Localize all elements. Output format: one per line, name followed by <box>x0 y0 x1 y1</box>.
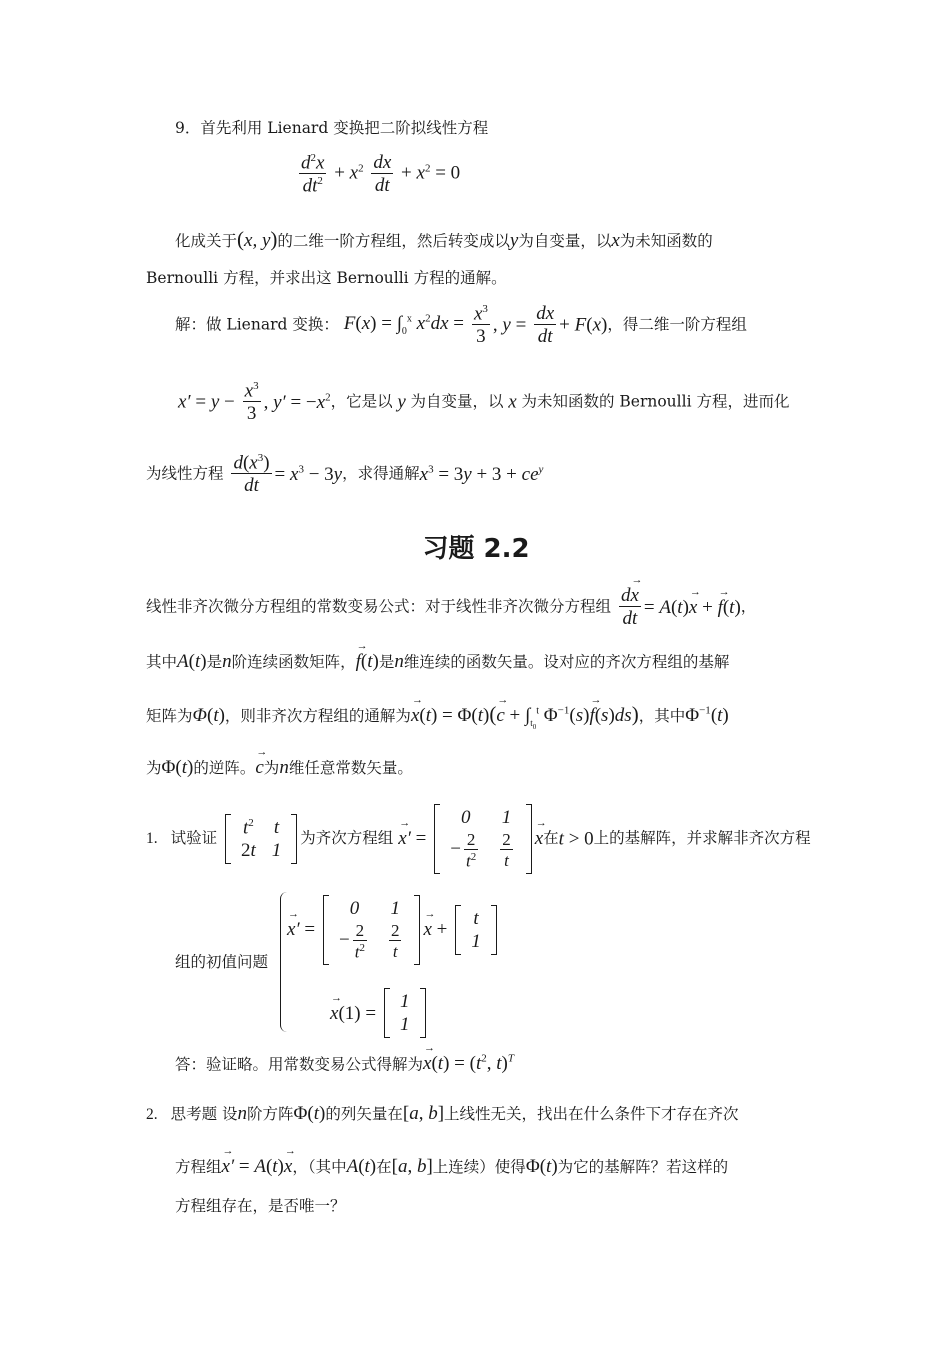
exercise-1-ivp-label: 组的初值问题 <box>175 953 269 971</box>
problem-9-lead: 9．首先利用 Lienard 变换把二阶拟线性方程 <box>175 119 489 137</box>
exercise-1-ivp-equation: → x′ = 0 1 − $\frac{2}{t^2}$ $\frac{2}{t}$ → x + t 1 <box>287 895 500 965</box>
problem-9-solution: 解：做 Lienard 变换： $F(x) = \int_0^x$ $x^2dx$ = $\frac{x^3}{3}$ , y = $\frac{dx}{dt}$ + F(x)，得二维一阶方程组 <box>175 303 747 348</box>
formula-intro-line3: 矩阵为Φ(t)，则非齐次方程组的通解为→ $x(t) = \Phi(t)(\to c + \int_{t_0}^t$ $\Phi^{-1}(s)\to f(s)ds$)，其中$\Phi^{-1}(t)$ <box>146 704 729 731</box>
exercise-2-line3: 方程组存在，是否唯一？ <box>175 1197 346 1215</box>
exercise-1-line1: 1. 试验证 $t^2$ t 2t 1 为齐次方程组 → x′ = 0 1 − $\frac{2}{t^2}$ $\frac{2}{t}$ → x在t > 0上的基解阵，并求解非齐次方程 <box>146 804 811 874</box>
formula-intro-line1: 线性非齐次微分方程组的常数变易公式：对于线性非齐次微分方程组 $\frac{d\to x}{dt}$ = A(t)→ x + → f(t)， <box>146 586 756 628</box>
problem-9-text-line2: Bernoulli 方程，并求出这 Bernoulli 方程的通解。 <box>146 269 507 287</box>
coefficient-matrix: 0 1 − $\frac{2}{t^2}$ $\frac{2}{t}$ <box>434 804 531 874</box>
formula-intro-line2: 其中A(t)是n阶连续函数矩阵，→ f(t)是n维连续的函数矢量。设对应的齐次方程组的基解 <box>146 652 729 671</box>
problem-9-text-line1: 化成关于(x, y)的二维一阶方程组，然后转变成以y为自变量，以x为未知函数的 <box>175 227 713 251</box>
equation-lienard-original: $\frac{d^2x}{dt^2}$ + $x^2$ $\frac{dx}{dt}$ + $x^2 = 0$ <box>301 152 461 197</box>
exercise-2-line1: 2. 思考题 设n阶方阵Φ(t)的列矢量在[a, b]上线性无关，找出在什么条件下才存在齐次 <box>146 1103 739 1124</box>
formula-intro-line4: 为Φ(t)的逆阵。→ c为n维任意常数矢量。 <box>146 758 413 777</box>
forcing-vector: t 1 <box>455 905 497 955</box>
section-title: 习题 2.2 <box>422 534 530 564</box>
system-brace <box>280 892 287 1032</box>
fundamental-matrix: $t^2$ t 2t 1 <box>225 814 297 864</box>
exercise-1-initial-condition: → x(1) = 1 1 <box>330 988 429 1038</box>
exercise-1-answer: 答：验证略。用常数变易公式得解为→ $x(t) = (t^2$, t)$^T$ <box>175 1054 514 1073</box>
ivp-coefficient-matrix: 0 1 − $\frac{2}{t^2}$ $\frac{2}{t}$ <box>323 895 420 965</box>
exercise-2-line2: 方程组→ x′ = A(t)→ x，（其中A(t)在[a, b]上连续）使得Φ(t)为它的基解阵？若这样的 <box>175 1157 728 1176</box>
problem-9-system: x′ = y − $\frac{x^3}{3}$ , $y' = -x^2$，它是以 y 为自变量，以 x 为未知函数的 Bernoulli 方程，进而化 <box>178 380 790 425</box>
problem-9-linear: 为线性方程 $\frac{d(x^3)}{dt}$ = $x^3 - 3y$，求得通解$x^3 = 3y + 3 + ce^y$ <box>146 452 544 497</box>
initial-vector: 1 1 <box>384 988 426 1038</box>
